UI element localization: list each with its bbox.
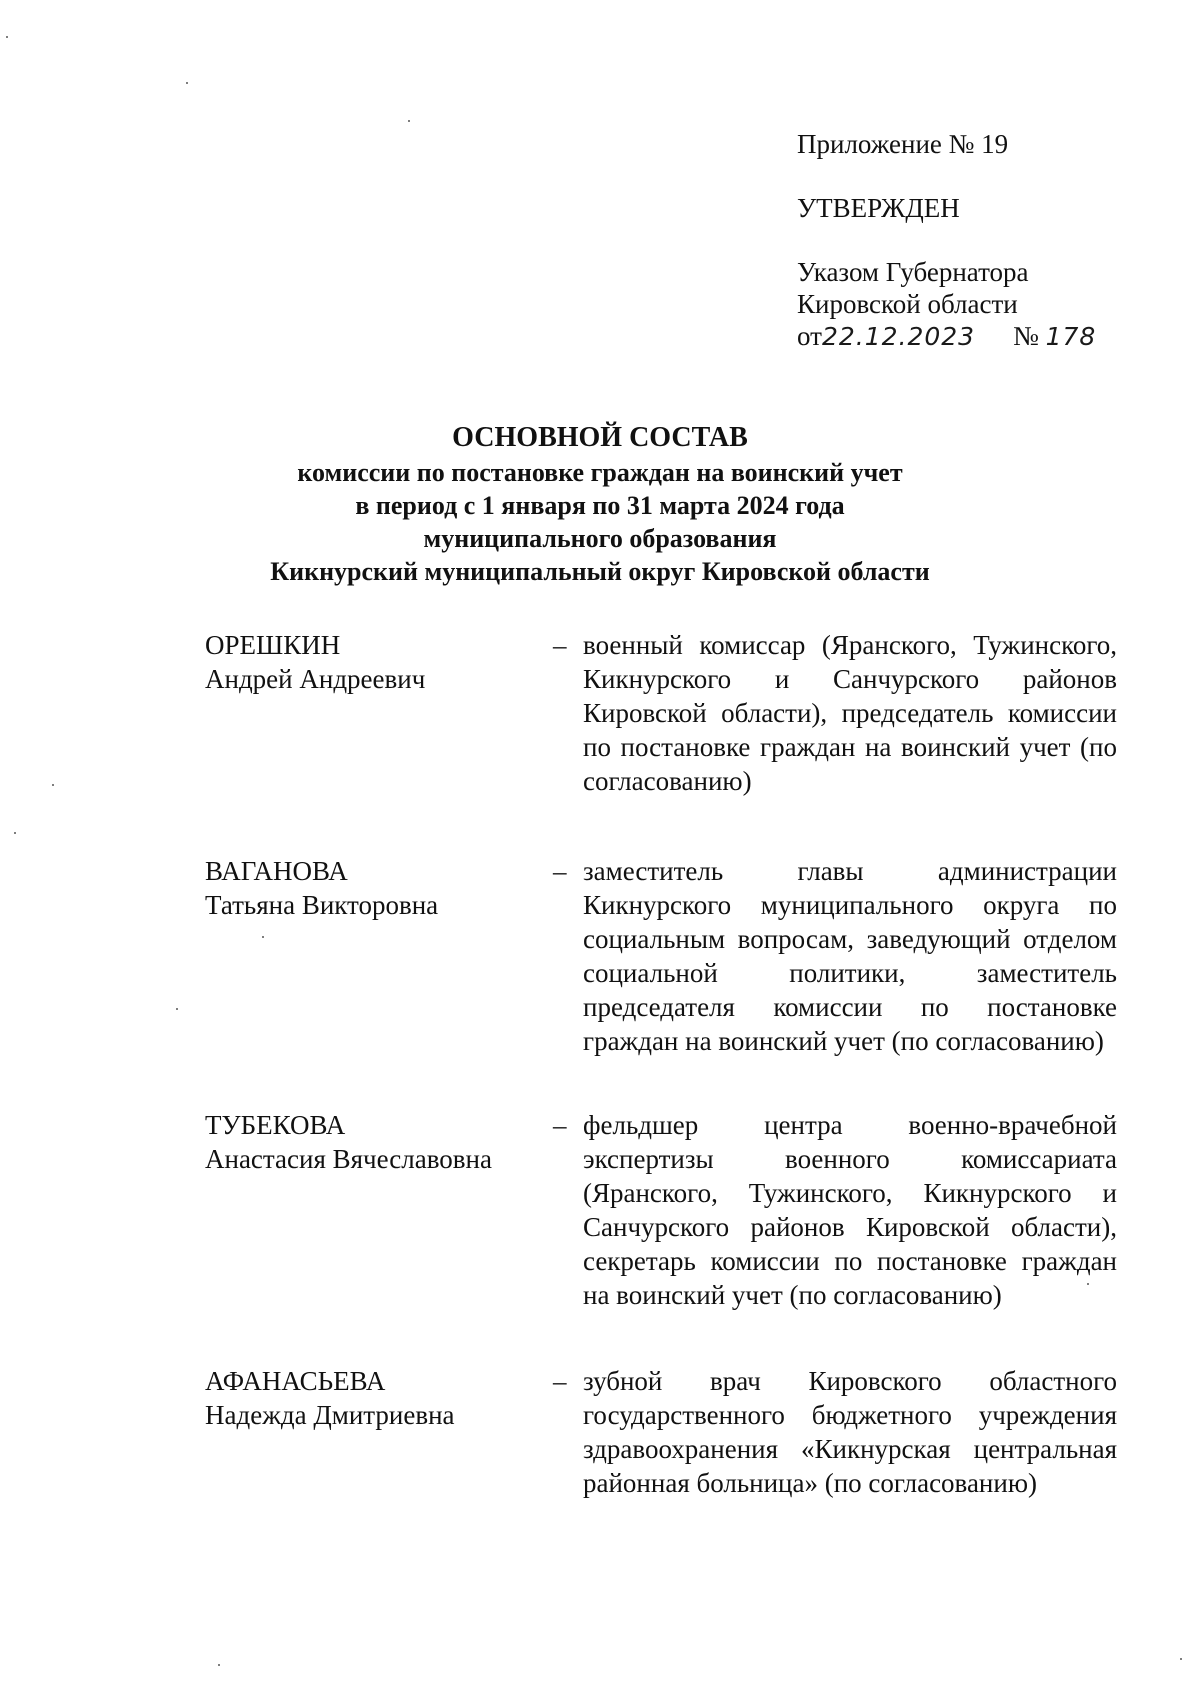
member-dash: –: [553, 856, 567, 886]
scan-speck: [262, 936, 264, 938]
member-name: [205, 1108, 492, 1176]
member-dash: –: [553, 1366, 567, 1396]
member-description: заместитель главы администрации Кикнурского муниципального округа по социальным вопросам, заведующий отделом социальной политики, заместитель председателя комиссии по постановке граждан на воинский учет (по согласованию): [583, 856, 1117, 1056]
scan-speck: [52, 784, 54, 786]
approved-stamp-text: УТВЕРЖДЕН: [797, 193, 960, 223]
member-description: военный комиссар (Яранского, Тужинского, Кикнурского и Санчурского районов Кировской области), председатель комиссии по постановке граждан на воинский учет (по согласованию): [583, 630, 1117, 796]
handwritten-date: 22.12.2023: [821, 322, 976, 351]
member-dash: –: [553, 630, 567, 660]
title-line-1: комиссии по постановке граждан на воинский учет: [297, 458, 903, 487]
scan-speck: [6, 36, 8, 38]
decree-line-1: Указом Губернатора: [797, 257, 1029, 287]
number-label: №: [1013, 321, 1039, 351]
member-given-names: Надежда Дмитриевна: [205, 1400, 455, 1430]
member-description: фельдшер центра военно-врачебной экспертизы военного комиссариата (Яранского, Тужинского, Кикнурского и Санчурского районов Кировской области), секретарь комиссии по постановке граждан на воинский учет (по согласованию): [583, 1110, 1117, 1310]
member-name: [205, 854, 438, 922]
member-given-names: Татьяна Викторовна: [205, 890, 439, 920]
title-line-3: муниципального образования: [423, 524, 777, 553]
member-surname: ВАГАНОВА: [205, 856, 348, 886]
member-description: зубной врач Кировского областного государственного бюджетного учреждения здравоохранения «Кикнурская центральная районная больница» (по согласованию): [583, 1366, 1117, 1498]
scan-speck: [408, 120, 410, 122]
scan-speck: [218, 1664, 220, 1666]
decree-line-2: Кировской области: [797, 289, 1018, 319]
title-main: ОСНОВНОЙ СОСТАВ: [452, 422, 748, 453]
title-line-2: в период с 1 января по 31 марта 2024 года: [355, 491, 845, 520]
title-line-4: Кикнурский муниципальный округ Кировской области: [270, 557, 930, 586]
member-surname: АФАНАСЬЕВА: [205, 1366, 386, 1396]
from-label: от: [797, 321, 822, 351]
member-given-names: Анастасия Вячеславовна: [205, 1144, 492, 1174]
document-title: [0, 420, 1200, 588]
approval-block: [797, 128, 1096, 353]
member-dash: –: [553, 1110, 567, 1140]
member-name: [205, 628, 425, 696]
member-surname: ТУБЕКОВА: [205, 1110, 346, 1140]
decree-date-number-line: [797, 320, 1096, 353]
scan-speck: [176, 1008, 178, 1010]
scan-speck: [186, 82, 188, 84]
member-surname: ОРЕШКИН: [205, 630, 341, 660]
scan-speck: [14, 832, 16, 834]
appendix-number: Приложение № 19: [797, 129, 1009, 159]
handwritten-number: 178: [1045, 322, 1097, 351]
member-given-names: Андрей Андреевич: [205, 664, 426, 694]
scan-speck: [1087, 1283, 1089, 1285]
scan-speck: [1180, 1658, 1182, 1660]
member-name: [205, 1364, 455, 1432]
